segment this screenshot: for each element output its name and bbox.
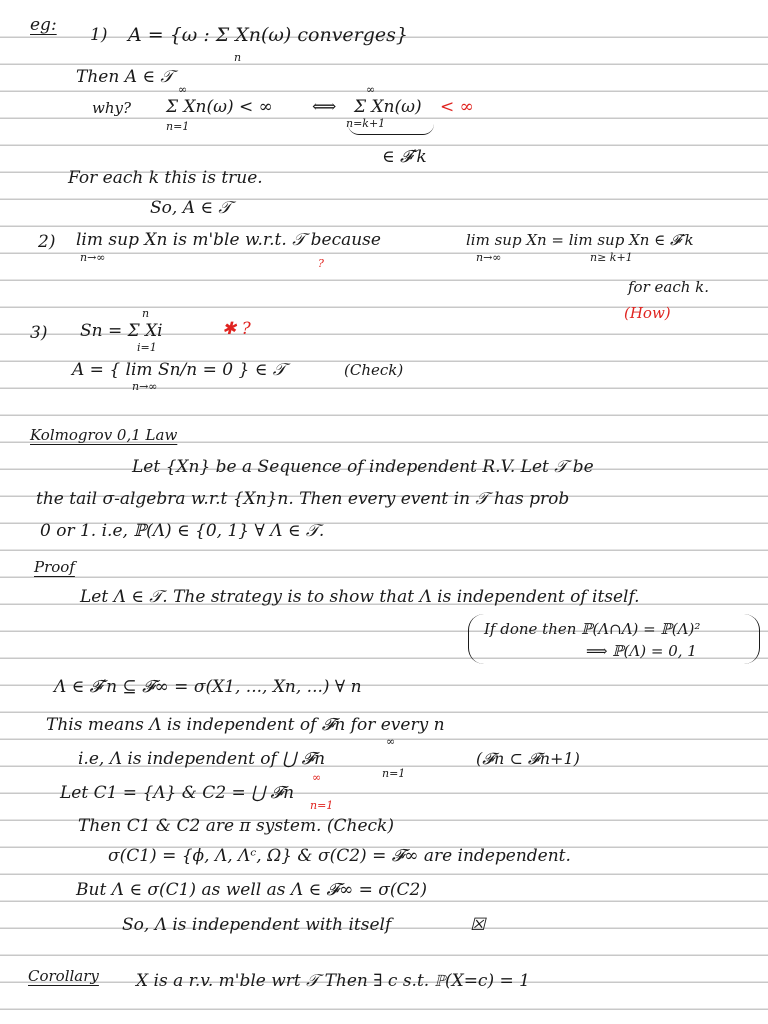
item1-sum-sub-right: n=k+1 — [346, 117, 386, 130]
proof-line-4: i.e, Λ is independent of ⋃ 𝓕n — [78, 749, 326, 769]
item1-in-fk: ∈ 𝓕′k — [382, 147, 427, 167]
item3-star: ✱ ? — [222, 319, 251, 339]
item3-sum-sup: n — [142, 307, 150, 320]
item3-sum-sub: i=1 — [137, 341, 157, 354]
item2-sub-left: n→∞ — [80, 251, 106, 264]
proof-line-4-sup: ∞ — [386, 735, 396, 748]
item2-rhs: lim sup Xn = lim sup Xn ∈ 𝓕′k — [466, 231, 694, 249]
kolmogorov-statement-1: Let {Xn} be a Sequence of independent R.V. Let 𝒯 be — [132, 457, 594, 477]
item1-set-definition: A = {ω : Σ Xn(ω) converges} — [128, 24, 408, 46]
item1-why: why? — [92, 99, 132, 117]
item2-text: lim sup Xn is m'ble w.r.t. 𝒯 because — [76, 230, 381, 250]
example-label: eg: — [30, 15, 57, 35]
item2-red-question: ? — [318, 257, 324, 270]
kolmogorov-statement-3: 0 or 1. i.e, ℙ(Λ) ∈ {0, 1} ∀ Λ ∈ 𝒯. — [40, 521, 325, 541]
proof-note-1: If done then ℙ(Λ∩Λ) = ℙ(Λ)² — [484, 620, 701, 638]
proof-line-8: But Λ ∈ σ(C1) as well as Λ ∈ 𝓕∞ = σ(C2) — [76, 880, 427, 900]
proof-line-1: Let Λ ∈ 𝒯. The strategy is to show that Λ is independent of itself. — [80, 587, 640, 607]
proof-note-2: ⟹ ℙ(Λ) = 0, 1 — [586, 642, 697, 660]
proof-line-3: This means Λ is independent of 𝓕n for every n — [46, 715, 445, 735]
item3-a-sub: n→∞ — [132, 380, 158, 393]
proof-line-5: Let C1 = {Λ} & C2 = ⋃ 𝓕n — [60, 783, 295, 803]
item3-a-def: A = { lim Sn/n = 0 } ∈ 𝒯 — [72, 360, 286, 380]
item1-each-k: For each k this is true. — [68, 168, 263, 188]
proof-line-9: So, Λ is independent with itself — [122, 915, 392, 935]
item1-equiv-symbol: ⟺ — [312, 97, 337, 117]
proof-line-6: Then C1 & C2 are π system. (Check) — [78, 816, 394, 836]
proof-line-4-note: (𝓕n ⊂ 𝓕n+1) — [476, 749, 580, 768]
item1-equiv-left: Σ Xn(ω) < ∞ — [166, 97, 273, 117]
item1-sum-index: n — [234, 51, 242, 64]
underbrace — [348, 124, 434, 135]
item1-then-line: Then A ∈ 𝒯 — [76, 67, 174, 87]
item2-sub-right: n≥ k+1 — [590, 251, 633, 264]
proof-line-4-sub: n=1 — [382, 767, 406, 780]
item1-number: 1) — [90, 25, 108, 45]
proof-label: Proof — [34, 558, 75, 576]
item1-sum-sup-right: ∞ — [366, 83, 376, 96]
item3-sn-def: Sn = Σ Xi — [80, 321, 163, 341]
item2-number: 2) — [38, 232, 56, 252]
qed-box: ☒ — [470, 915, 486, 935]
item3-check: (Check) — [344, 361, 404, 379]
kolmogorov-statement-2: the tail σ-algebra w.r.t {Xn}n. Then every event in 𝒯 has prob — [36, 489, 570, 509]
proof-line-2: Λ ∈ 𝓕′n ⊆ 𝓕∞ = σ(X1, ..., Xn, ...) ∀ n — [54, 677, 362, 697]
item1-so: So, A ∈ 𝒯 — [150, 198, 232, 218]
item1-sum-sub-left: n=1 — [166, 120, 190, 133]
item1-equiv-right-red: < ∞ — [440, 97, 474, 117]
proof-line-5-sup: ∞ — [312, 771, 322, 784]
item2-how: (How) — [624, 304, 671, 322]
proof-line-5-sub: n=1 — [310, 799, 334, 812]
item3-number: 3) — [30, 323, 48, 343]
item2-sub-mid: n→∞ — [476, 251, 502, 264]
kolmogorov-title: Kolmogrov 0,1 Law — [30, 426, 178, 444]
item2-for-each: for each k. — [628, 278, 710, 296]
item1-sum-sup-left: ∞ — [178, 83, 188, 96]
item1-equiv-right: Σ Xn(ω) — [354, 97, 422, 117]
corollary-label: Corollary — [28, 967, 99, 985]
proof-line-7: σ(C1) = {ϕ, Λ, Λᶜ, Ω} & σ(C2) = 𝓕∞ are independent. — [108, 846, 571, 866]
corollary-text: X is a r.v. m'ble wrt 𝒯 Then ∃ c s.t. ℙ(X=c) = 1 — [136, 971, 530, 991]
